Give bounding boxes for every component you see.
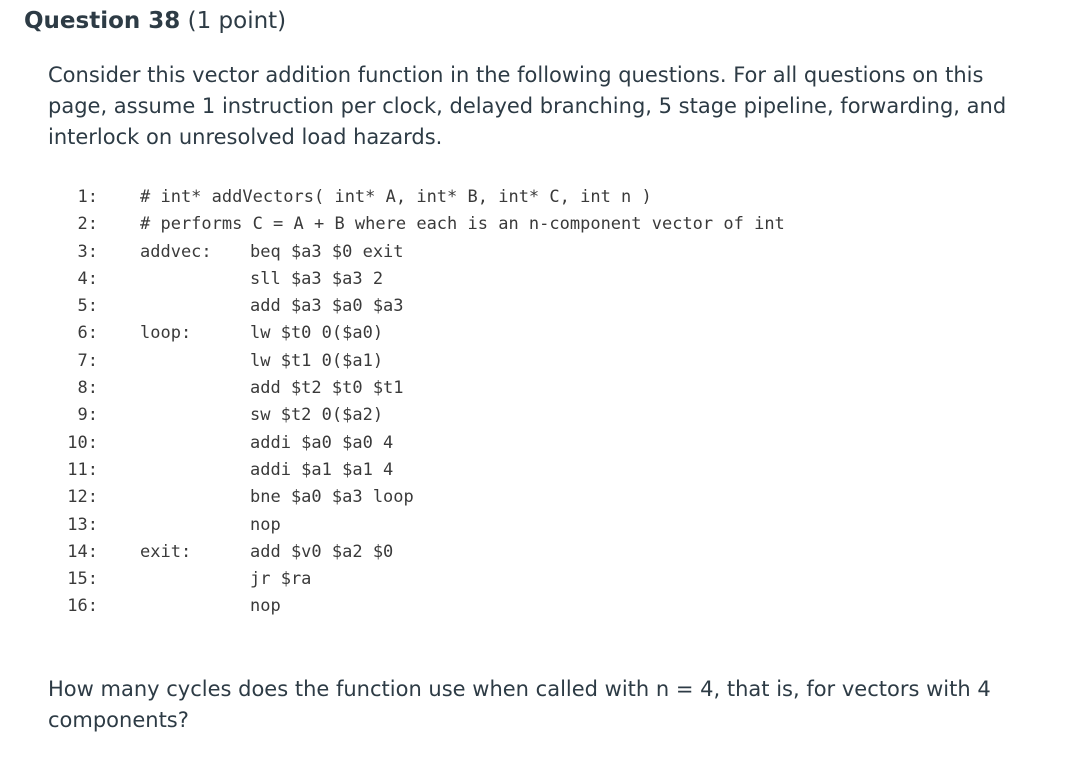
question-title: Question 38 <box>24 8 181 34</box>
code-instruction: add $t2 $t0 $t1 <box>250 378 404 399</box>
line-number: 8: <box>77 378 98 399</box>
line-number: 14: <box>67 541 98 562</box>
code-line <box>54 539 1054 566</box>
code-line <box>54 375 1054 402</box>
code-line <box>54 402 1054 429</box>
line-number: 1: <box>77 187 98 207</box>
code-instruction: add $v0 $a2 $0 <box>250 541 394 562</box>
question-header <box>24 4 286 38</box>
line-number: 13: <box>67 514 98 535</box>
code-line <box>54 239 1054 266</box>
line-number: 11: <box>67 459 98 480</box>
line-number: 2: <box>77 214 98 235</box>
code-comment: # int* addVectors( int* A, int* B, int* C, int n ) <box>140 187 652 207</box>
line-number: 16: <box>67 596 98 617</box>
code-instruction: bne $a0 $a3 loop <box>250 487 414 508</box>
code-line <box>54 593 1054 620</box>
code-listing <box>54 184 1054 621</box>
question-points: (1 point) <box>187 8 287 34</box>
code-label: loop: <box>140 323 192 344</box>
code-line <box>54 266 1054 293</box>
line-number: 12: <box>67 487 98 508</box>
line-number: 7: <box>77 350 98 371</box>
code-instruction: nop <box>250 596 281 617</box>
line-number: 5: <box>77 296 98 317</box>
question-intro: Consider this vector addition function in the following questions. For all questions on this page, assume 1 instruction per clock, delayed branching, 5 stage pipeline, forwarding, and interlock on unresolved load hazards. <box>48 63 1007 149</box>
code-label: exit: <box>140 541 192 562</box>
code-line <box>54 457 1054 484</box>
code-line <box>54 512 1054 539</box>
code-line <box>54 348 1054 375</box>
code-comment: # performs C = A + B where each is an n-component vector of int <box>140 214 785 235</box>
code-instruction: nop <box>250 514 281 535</box>
code-label: addvec: <box>140 241 212 262</box>
code-instruction: jr $ra <box>250 569 312 590</box>
line-number: 6: <box>77 323 98 344</box>
code-instruction: sw $t2 0($a2) <box>250 405 384 426</box>
code-instruction: beq $a3 $0 exit <box>250 241 404 262</box>
code-line <box>54 293 1054 320</box>
line-number: 10: <box>67 432 98 453</box>
code-instruction: add $a3 $a0 $a3 <box>250 296 404 317</box>
line-number: 15: <box>67 569 98 590</box>
code-instruction: addi $a0 $a0 4 <box>250 432 394 453</box>
code-line <box>54 320 1054 347</box>
code-line <box>54 211 1054 238</box>
line-number: 3: <box>77 241 98 262</box>
code-instruction: addi $a1 $a1 4 <box>250 459 394 480</box>
code-line <box>54 484 1054 511</box>
code-instruction: sll $a3 $a3 2 <box>250 268 384 289</box>
code-instruction: lw $t1 0($a1) <box>250 350 384 371</box>
question-prompt: How many cycles does the function use when called with n = 4, that is, for vectors with 4 components? <box>48 677 991 732</box>
code-instruction: lw $t0 0($a0) <box>250 323 384 344</box>
code-line <box>54 184 1054 211</box>
line-number: 4: <box>77 268 98 289</box>
code-line <box>54 430 1054 457</box>
code-line <box>54 566 1054 593</box>
line-number: 9: <box>77 405 98 426</box>
